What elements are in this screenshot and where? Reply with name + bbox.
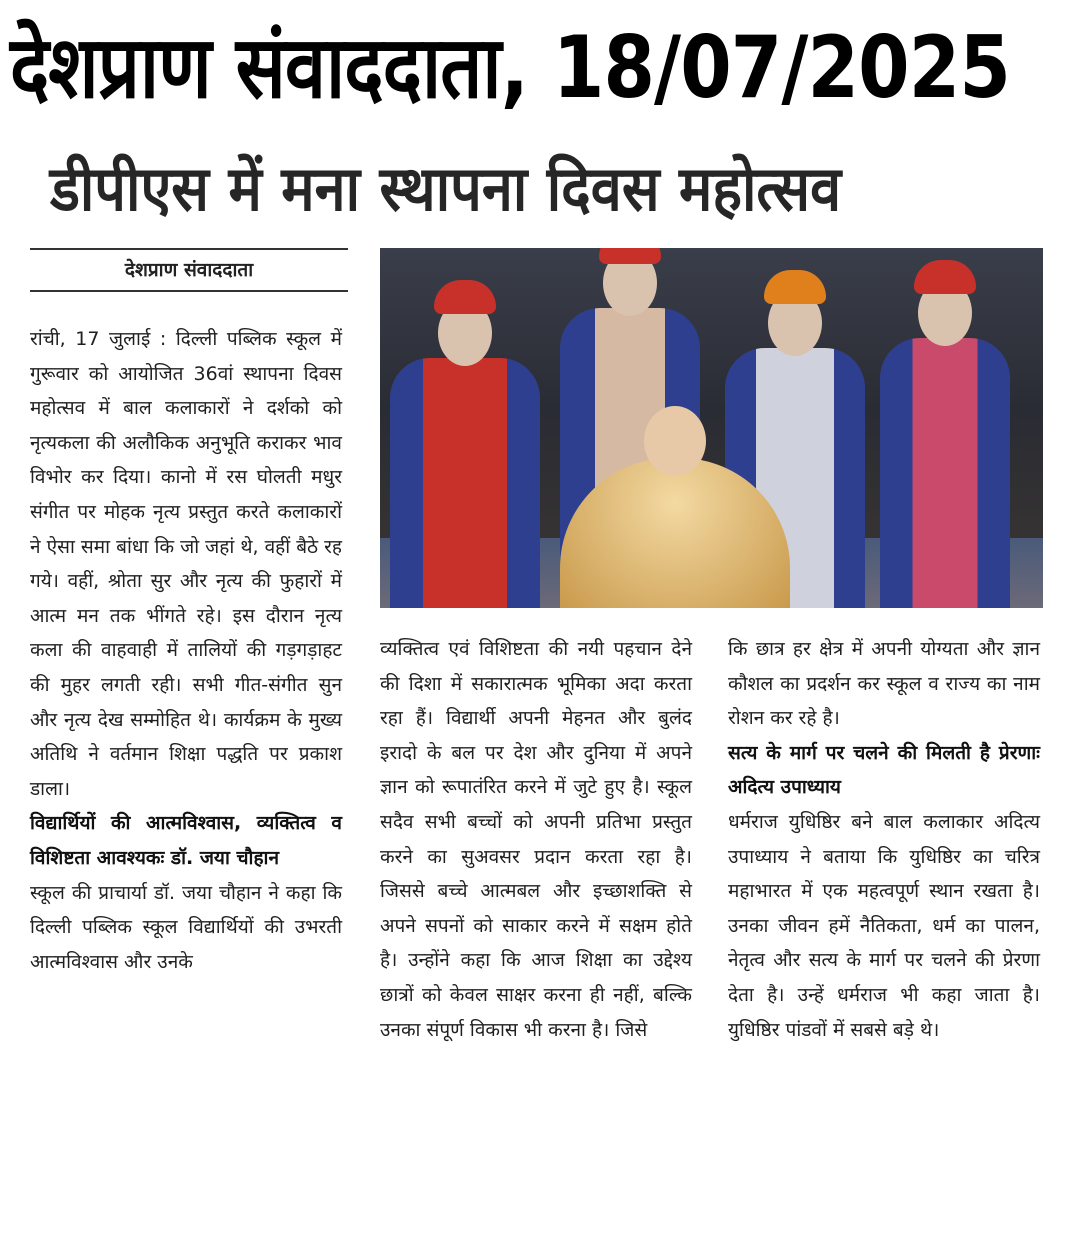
headline: डीपीएस में मना स्थापना दिवस महोत्सव [50, 152, 842, 225]
article-para-3: धर्मराज युधिष्ठिर बने बाल कलाकार अदित्य उपाध्याय ने बताया कि युधिष्ठिर का चरित्र महाभारत में एक महत्वपूर्ण स्थान रखता है। उनका जीवन हमें नैतिकता, धर्म का पालन, नेतृत्व और सत्य के मार्ग पर चलने की प्रेरणा देता है। उन्हें धर्मराज भी कहा जाता है। युधिष्ठिर पांडवों में सबसे बड़े थे। [728, 810, 1040, 1041]
article-para-2c: कि छात्र हर क्षेत्र में अपनी योग्यता और ज्ञान कौशल का प्रदर्शन कर स्कूल व राज्य का नाम रोशन कर रहे है। [728, 638, 1040, 730]
subheading-principal: विद्यार्थियों की आत्मविश्वास, व्यक्तित्व व विशिष्टता आवश्यकः डॉ. जया चौहान [30, 812, 342, 869]
masthead: देशप्राण संवाददाता, 18/07/2025 [10, 18, 1010, 118]
article-column-1 [30, 322, 342, 979]
article-para-2b: व्यक्तित्व एवं विशिष्टता की नयी पहचान देने की दिशा में सकारात्मक भूमिका अदा करता रहा हैं। विद्यार्थी अपनी मेहनत और बुलंद इरादो के बल पर देश और दुनिया में अपने ज्ञान को रूपातंरित करने में जुटे हुए है। स्कूल सदैव सभी बच्चों को अपनी प्रतिभा प्रस्तुत करने का सुअवसर प्रदान करता रहा है। जिससे बच्चे आत्मबल और इच्छाशक्ति से अपने सपनों को साकार करने में सक्षम होते है। उन्होंने कहा कि आज शिक्षा का उद्देश्य छात्रों को केवल साक्षर करना ही नहीं, बल्कि उनका संपूर्ण विकास भी करना है। जिसे [380, 638, 692, 1041]
byline: देशप्राण संवाददाता [30, 248, 348, 292]
performer-4 [880, 338, 1010, 608]
performer-1 [390, 358, 540, 608]
article-column-3 [728, 632, 1040, 1047]
article-para-1: रांची, 17 जुलाई : दिल्ली पब्लिक स्कूल में गुरूवार को आयोजित 36वां स्थापना दिवस महोत्सव में बाल कलाकारों ने दर्शको को नृत्यकला की अलौकिक अनुभूति कराकर भाव विभोर कर दिया। कानो में रस घोलती मधुर संगीत पर मोहक नृत्य प्रस्तुत करते कलाकारों ने ऐसा समा बांधा कि जो जहां थे, वहीं बैठे रह गये। वहीं, श्रोता सुर और नृत्य की फुहारों में आत्म मन तक भींगते रहे। इस दौरान नृत्य कला की वाहवाही में तालियों की गड़गड़ाहट की मुहर लगती रही। सभी गीत-संगीत सुन और नृत्य देख सम्मोहित थे। कार्यक्रम के मुख्य अतिथि ने वर्तमान शिक्षा पद्धति पर प्रकाश डाला। [30, 328, 342, 800]
article-photo [380, 248, 1043, 608]
subheading-aditya: सत्य के मार्ग पर चलने की मिलती है प्रेरणाः अदित्य उपाध्याय [728, 741, 1040, 799]
article-para-2a: स्कूल की प्राचार्या डॉ. जया चौहान ने कहा कि दिल्ली पब्लिक स्कूल विद्यार्थियों की उभरती आत्मविश्वास और उनके [30, 881, 342, 973]
article-column-2 [380, 632, 692, 1047]
